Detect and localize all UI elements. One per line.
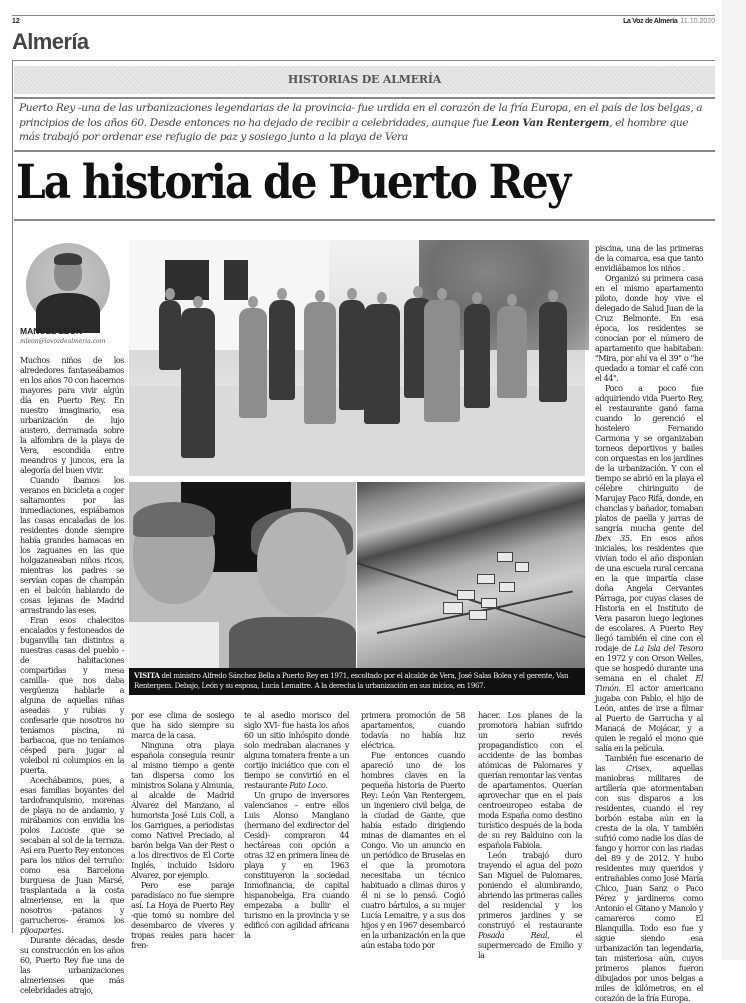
article-column-1 [20, 355, 124, 995]
text-run: , aquellas maniobras militares de artillería que atormentaban con sus disparos a los residentes, cuando el rey borbón estaba aún en la cresta de la ola. Y también sufrió como nadie los días de fango y horror con las riadas del 89 y de 2012. Y hubo residentes muy queridos y entrañables como José María Chico, Juan Sanz o Paco Pérez y jardineros como Antonio el Gitano y Manolo y camareros como El Blanquilla. Todo eso fue y sigue siendo esa urbanización tan legendaria, tan misteriosa aún, cuyos primeros planos fueron dibujados por unos belgas a miles de kilómetros, en el corazón de la fría Europa. [595, 763, 703, 1003]
text-run: Acechábamos, pues, a esas familias boyantes del tardofranquismo, morenas de playa no de andamio, y mirábamos con envidia los polos [20, 775, 124, 835]
photo-man-hair [133, 502, 215, 537]
text-run: que se secaban al sol de la terraza. Así era Puerto Rey entonces para los niños del terruño: como esa Barcelona burguesa de Juan Marsé, trasplantada a la costa almeriense, en la que nosotros -patanos y garrucheros- éramos los [20, 825, 125, 925]
photo-person [339, 300, 365, 410]
article-column-2 [131, 710, 234, 950]
photo-person [159, 300, 181, 370]
photo-building [477, 574, 495, 584]
headline-bottom-rule [14, 219, 715, 221]
photo-person [539, 302, 567, 402]
author-name: MANUEL LEÓN [20, 326, 83, 336]
photo-woman-dress [229, 617, 356, 672]
text-run: . El actor americano jugaba con Pablo, el hijo de León, antes de irse a filmar al Puerto de Garrucha y al Manacá de Mojácar, y a quien le regaló el mono que salía en la película. [595, 683, 703, 753]
photo-person [181, 308, 215, 458]
standfirst [19, 101, 709, 145]
page-number: 12 [12, 18, 20, 25]
paragraph: Durante décadas, desde su construcción en los años 60, Puerto Rey fue una de las urbanizaciones almerienses que más celebridades atrajo, [20, 935, 124, 995]
italic-run: Posada Real [478, 930, 548, 940]
photo-person [269, 300, 295, 400]
photo-building [457, 590, 475, 600]
text-run: . [325, 780, 328, 790]
photo-caption [129, 668, 585, 695]
standfirst-text-end: , el hombre que más trabajó por ordenar ese refugio de paz y sosiego junto a la playa de Vera [19, 116, 689, 143]
standfirst-highlight: Leon Van Rentergem [491, 116, 610, 129]
author-email[interactable]: mleon@lavozdealmeria.com [20, 338, 106, 345]
caption-lead: VISITA [134, 671, 160, 680]
publication-name: La Voz de Almería [623, 18, 678, 25]
text-run: te al asedio morisco del siglo XVI- fue hasta los años 60 un sitio inhóspito donde solo medraban alacranes y alguna tomatera frente a un cortijo iniciático que con el tiempo se convirtió en el restaurante [244, 710, 349, 790]
header-rule [12, 15, 715, 16]
photo-crowd [159, 280, 569, 390]
paragraph [478, 850, 582, 960]
standfirst-text: Puerto Rey -una de las urbanizaciones legendarias de la provincia- fue urdida en el corazón de la fría Europa, en el país de los belgas, a principios de los años 60. Desde entonces no ha dejado de recibir a celebridades, aunque fue [19, 102, 703, 129]
standfirst-top-rule [14, 97, 715, 99]
article-column-4 [361, 710, 465, 950]
text-run: También fue escenario de las [595, 753, 703, 773]
masthead [623, 18, 715, 25]
photo-building [497, 552, 513, 562]
paragraph: Cuando íbamos los veranos en bicicleta a coger saltamontes por las inmediaciones, espiábamos las casas encaladas de los residentes donde siempre había grandes hamacas en los zaguanes en las que holgazaneaban niños ricos, mientras los padres se servían copas de champán en el balcón hablando de cosas lejanas de Madrid arrastrando las eses. [20, 475, 124, 615]
paragraph [595, 753, 703, 1003]
italic-run: pijoapartes [20, 925, 62, 935]
photo-person [364, 304, 400, 424]
caption-text: del ministro Alfredo Sánchez Bella a Puerto Rey en 1971, escoltado por el alcalde de Vera, José Salas Bolea y el gerente, Van Rentergem. Debajo, León y su esposa, Lucía Lemaitre. A la derecha la urbanización en sus inicios, en 1967. [134, 671, 569, 690]
paragraph [244, 710, 349, 790]
photo-ministerial-visit [129, 240, 585, 476]
photo-person [239, 308, 267, 418]
text-run: en 1972 y con Orson Welles, que se hospedó durante una semana en el chalet [595, 653, 703, 683]
text-run: . [61, 925, 64, 935]
paragraph: Organizó su primera casa en el mismo apartamento piloto, donde hoy vive el delegado de Salud Juan de la Cruz Belmonte. En esa época, los residentes se conocían por el número de apartamento que habitaban: "Mira, por ahí va el 39" o "he quedado a tomar el café con el 44". [595, 273, 703, 383]
page-margin [722, 0, 746, 960]
headline: La historia de Puerto Rey [16, 155, 570, 210]
italic-run: Crisex [626, 763, 650, 773]
headline-top-rule [14, 150, 715, 152]
paragraph: Muchos niños de los alrededores fantaseábamos en los años 70 con hacernos mayores para vivir algún día en Puerto Rey. En nuestro imaginario, esa urbanización de lujo austero, derramada sobre la alfombra de la playa de Vera, escondida entre meandros y juncos, era la alegoría del buen vivir. [20, 355, 124, 475]
text-run: . En esos años iniciales, los residentes que vivían todo el año disponían de una escuela rural cercana en la que impartía clase doña Angela Cervantes Párraga, por cuyas clases de Historia en el Instituto de Vera pasaron luego legiones de escolares. A Puerto Rey llegó también el cine con el rodaje de [595, 533, 703, 653]
kicker: HISTORIAS DE ALMERÍA [287, 73, 442, 86]
paragraph: Fue entonces cuando apareció uno de los hombres claves en la pequeña historia de Puerto Rey: León Van Rentergem, un ingeniero civil belga, de la ciudad de Gante, que había estado dirigiendo minas de diamantes en el Congo. Vio un anuncio en un periódico de Bruselas en el que la promotora necesitaba un técnico habituado a climas duros y él ni se lo pensó. Cogió cuatro bártulos, a su mujer Lucía Lemaitre, y a sus dos hijos y en 1967 desembarcó en la urbanización en la que aún estaba todo por [361, 750, 465, 950]
photo-road [357, 562, 586, 638]
paragraph: Eran esos chalecitos encalados y festoneados de buganvilla tan distintos a nuestras casas del pueblo -de habitaciones compartidas y mesa camilla- que nos daba vergüenza hablarle a alguna de aquellas niñas aseadas y rubias y confesarle que nosotros no teníamos piscina, ni barbacoa, que no teníamos césped para jugar al voleibol ni columpios en la puerta. [20, 615, 124, 775]
text-run: , el supermercado de Emilio y la [478, 930, 582, 960]
photo-building [481, 598, 497, 608]
paragraph: Ninguna otra playa española conseguía reunir al mismo tiempo a gente tan dispersa como los ministros Solana y Almunia, al alcalde de Madrid Álvarez del Manzano, al humorista José Luis Coll, a los Garrigues, a periodistas como Nativel Preciado, al barón belga Van der Rest o a los directivos de El Corte Inglés, incluido Isidoro Alvarez, por ejemplo. [131, 740, 234, 880]
photo-building [443, 602, 463, 614]
italic-run: Ibex 35 [595, 533, 630, 543]
photo-woman-face [257, 512, 347, 617]
paragraph [595, 383, 703, 753]
paragraph: piscina, una de las primeras de la comarca, esa que tanto envidiábamos los niños . [595, 243, 703, 273]
frame-left-rule [12, 60, 13, 933]
section-title: Almería [12, 29, 89, 54]
italic-run: Pato Loco [289, 780, 326, 790]
photo-building [469, 610, 487, 620]
paragraph: Pero ese paraje paradisíaco no fue siempre así. La Hoya de Puerto Rey -que tomó su nombre del desembarco de víveres y tropas reales para hacer fren- [131, 880, 234, 950]
publication-date: 11.10.2020 [680, 18, 715, 25]
photo-person [464, 304, 490, 408]
photo-building [515, 562, 529, 572]
photo-person [497, 306, 527, 398]
paragraph [20, 775, 124, 935]
text-run: Poco a poco fue adquiriendo vida Puerto Rey, el restaurante ganó fama cuando lo gerenció el hostelero Fernando Carmona y se organizaban torneos deportivos y bailes con orquestas en los jardines de la urbanización. Y con el tiempo se abrió en la playa el célebre chiringuito de Marujay Paco Rifá, donde, en chanclas y bañador, tomaban platos de paella y jarras de sangría mucha gente del [595, 383, 703, 533]
author-photo [26, 243, 110, 327]
paragraph: por ese clima de sosiego que ha sido siempre su marca de la casa. [131, 710, 234, 740]
article-column-5 [478, 710, 582, 960]
paragraph: primera promoción de 58 apartamentos, cuando todavía no había luz eléctrica. [361, 710, 465, 750]
photo-person [424, 300, 460, 422]
photo-building [499, 582, 515, 592]
photo-leon-and-wife [129, 482, 356, 668]
italic-run: La Isla del Tesoro [634, 643, 703, 653]
author-hair-shape [54, 253, 82, 265]
photo-aerial-urbanization [357, 482, 585, 668]
frame-top-rule [12, 60, 715, 61]
paragraph: Un grupo de inversores valencianos – entre ellos Luis Alonso Manglano (hermano del exdirector del Cesid)- compraron 44 hectáreas con opción a otras 32 en primera línea de playa y en 1963 constituyeron la sociedad Inmofinancia, de capital hispanobelga. Era cuando empezaba a bullir el turismo en la provincia y se edificó con agilidad africana la [244, 790, 349, 940]
article-column-6 [595, 243, 703, 1003]
article-column-3 [244, 710, 349, 940]
paragraph: hacer. Los planes de la promotora habían sufrido un serio revés propagandístico con el accidente de las bombas atómicas de Palomares y querían remontar las ventas de apartamentos. Querían aprovechar que en el país centroeuropeo estaba de moda España como destino turístico después de la boda de su rey Balduino con la española Fabiola. [478, 710, 582, 850]
photo-person [304, 302, 336, 424]
italic-run: Lacoste [50, 825, 80, 835]
text-run: León trabajó duro trayendo el agua del pozo San Miguel de Palomares, poniendo el alumbrando, abriendo las primeras calles del residencial y los primeros jardines y se construyó el restaurante [478, 850, 582, 930]
italic-run: El Timón [595, 673, 703, 693]
photo-man-shirt [129, 622, 219, 672]
kicker-band [14, 66, 715, 94]
